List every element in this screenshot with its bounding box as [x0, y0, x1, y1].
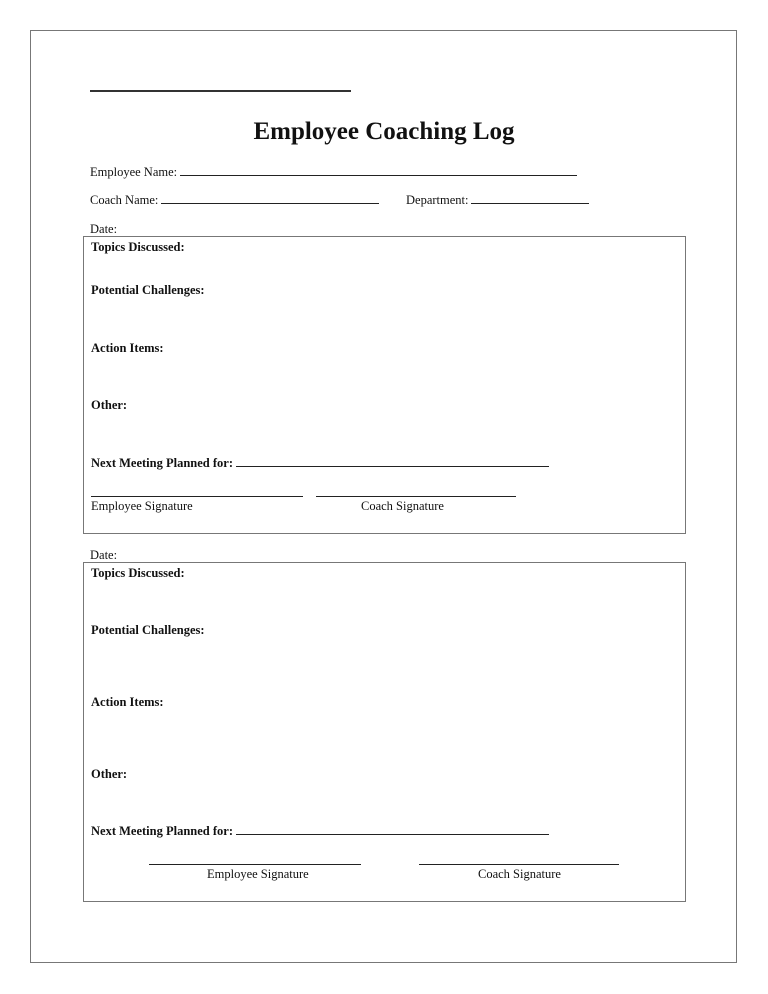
next-meeting-text: Next Meeting Planned for: — [91, 456, 233, 470]
coach-signature-line[interactable] — [419, 864, 619, 865]
next-meeting-text: Next Meeting Planned for: — [91, 824, 233, 838]
next-meeting-input[interactable] — [236, 456, 549, 467]
coach-name-field[interactable] — [90, 193, 379, 208]
coach-name-input[interactable] — [161, 193, 379, 204]
employee-name-field[interactable] — [90, 165, 577, 180]
employee-signature-line[interactable] — [91, 496, 303, 497]
coaching-entry-2 — [83, 562, 686, 902]
topics-discussed-label: Topics Discussed: — [91, 566, 185, 580]
next-meeting-label[interactable] — [91, 456, 549, 471]
action-items-label: Action Items: — [91, 695, 164, 709]
employee-name-input[interactable] — [180, 165, 577, 176]
coach-name-label: Coach Name: — [90, 193, 159, 207]
next-meeting-label[interactable] — [91, 824, 549, 839]
employee-signature-line[interactable] — [149, 864, 361, 865]
topics-discussed-label: Topics Discussed: — [91, 240, 185, 254]
coach-signature-line[interactable] — [316, 496, 516, 497]
page-title: Employee Coaching Log — [253, 118, 515, 145]
action-items-label: Action Items: — [91, 341, 164, 355]
department-label: Department: — [406, 193, 469, 207]
employee-signature-label: Employee Signature — [207, 867, 309, 881]
entry-1-date-label: Date: — [90, 222, 118, 236]
next-meeting-input[interactable] — [236, 824, 549, 835]
header-rule — [90, 90, 351, 92]
department-field[interactable] — [406, 193, 589, 208]
coach-signature-label: Coach Signature — [361, 499, 444, 513]
employee-name-label: Employee Name: — [90, 165, 178, 179]
other-label: Other: — [91, 398, 128, 412]
coach-signature-label: Coach Signature — [478, 867, 561, 881]
potential-challenges-label: Potential Challenges: — [91, 283, 205, 297]
entry-2-date-label: Date: — [90, 548, 118, 562]
coaching-entry-1 — [83, 236, 686, 534]
other-label: Other: — [91, 767, 128, 781]
department-input[interactable] — [471, 193, 589, 204]
employee-signature-label: Employee Signature — [91, 499, 193, 513]
potential-challenges-label: Potential Challenges: — [91, 623, 205, 637]
